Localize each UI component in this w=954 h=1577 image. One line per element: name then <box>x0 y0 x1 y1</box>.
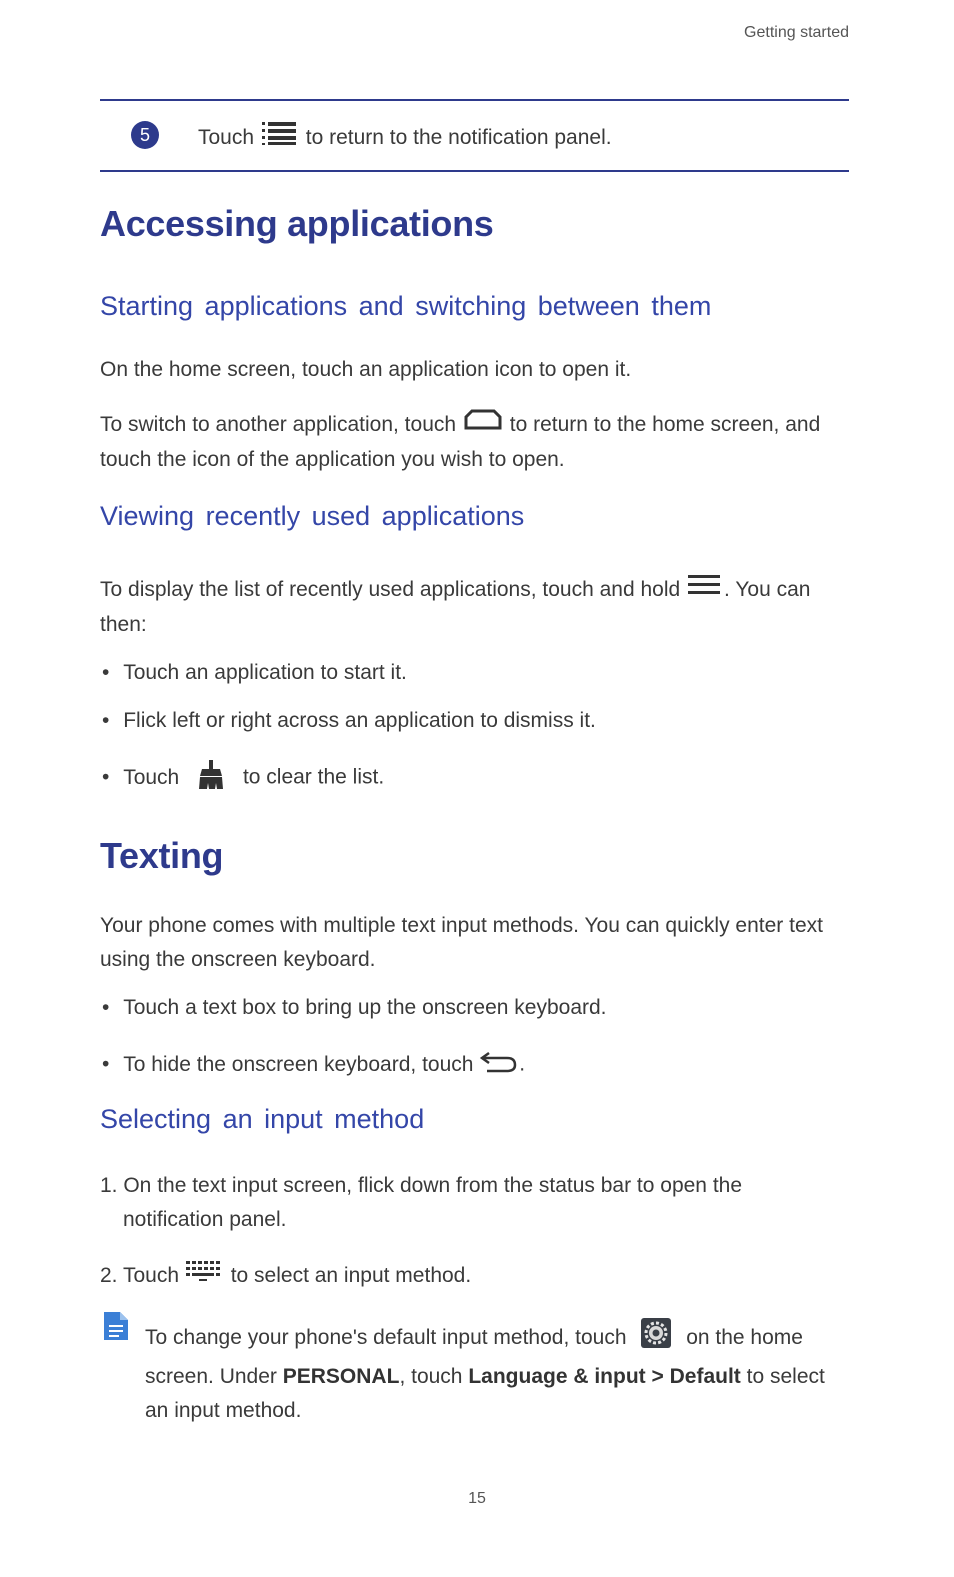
step5-text-before: Touch <box>198 126 255 150</box>
step5-text-after: to return to the notification panel. <box>305 126 612 150</box>
step2-text-before: 2. Touch <box>100 1264 180 1288</box>
step5-text <box>198 119 612 158</box>
header-section-title: Getting started <box>744 24 849 41</box>
back-icon <box>479 1049 519 1081</box>
bullet-dot: • <box>102 661 110 684</box>
list-item <box>102 1049 525 1081</box>
subheading-selecting-input: Selecting an input method <box>100 1104 425 1134</box>
step1-text <box>100 1169 742 1237</box>
note-text <box>145 1317 825 1428</box>
bullet-text-before: Touch <box>123 765 180 789</box>
step2-text <box>100 1259 471 1294</box>
paragraph-texting-intro <box>100 909 823 977</box>
notification-list-icon <box>260 119 300 158</box>
note-line3: an input method. <box>145 1399 302 1422</box>
broom-clear-icon <box>195 759 227 797</box>
note-arrow: > <box>651 1365 664 1388</box>
list-item <box>102 709 596 733</box>
page-number: 15 <box>468 1490 486 1507</box>
list-item <box>102 759 384 797</box>
texting-intro-line1: Your phone comes with multiple text input methods. You can quickly enter text <box>100 914 823 937</box>
subheading-starting-applications: Starting applications and switching between them <box>100 291 712 321</box>
bullet-dot: • <box>102 709 110 732</box>
bottom-rule <box>100 170 849 172</box>
note-language-input-label: Language & input <box>468 1365 646 1388</box>
paragraph-switch-app <box>100 408 820 477</box>
note-line2-c: , touch <box>399 1365 463 1388</box>
switch-text-after: to return to the home screen, and <box>509 413 821 437</box>
recent-text-before: To display the list of recently used applications, touch and hold <box>100 578 681 602</box>
note-icon <box>102 1310 130 1347</box>
recent-text-line2: then: <box>100 613 147 636</box>
bullet-text-after: . <box>519 1052 526 1076</box>
step1-line2: notification panel. <box>123 1208 287 1231</box>
switch-text-line2: touch the icon of the application you wish to open. <box>100 448 565 471</box>
step1-line1: 1. On the text input screen, flick down from the status bar to open the <box>100 1174 743 1197</box>
heading-accessing-applications: Accessing applications <box>100 203 494 244</box>
top-rule <box>100 99 849 101</box>
home-icon <box>462 408 504 443</box>
note-line2-g: to select <box>746 1365 825 1388</box>
paragraph-open-app: On the home screen, touch an application icon to open it. <box>100 358 632 381</box>
keyboard-icon <box>185 1259 225 1294</box>
texting-intro-line2: using the onscreen keyboard. <box>100 948 376 971</box>
list-item <box>102 996 607 1020</box>
note-personal-label: PERSONAL <box>282 1365 400 1388</box>
switch-text-before: To switch to another application, touch <box>100 413 457 437</box>
recent-text-after: . You can <box>724 578 811 602</box>
settings-gear-icon <box>640 1317 672 1360</box>
note-default-label: Default <box>669 1365 741 1388</box>
heading-texting: Texting <box>100 835 224 876</box>
step2-text-after: to select an input method. <box>230 1264 472 1288</box>
bullet-text-after: to clear the list. <box>242 765 385 789</box>
note-line1-after: on the home <box>686 1326 803 1350</box>
paragraph-recent-apps <box>100 573 810 642</box>
list-item <box>102 661 407 685</box>
bullet-text: Touch an application to start it. <box>123 661 407 684</box>
bullet-dot: • <box>102 996 110 1019</box>
bullet-text: Flick left or right across an application to dismiss it. <box>123 709 596 732</box>
bullet-text: Touch a text box to bring up the onscreen keyboard. <box>123 996 607 1019</box>
step-number-badge: 5 <box>131 121 159 149</box>
subheading-viewing-recent: Viewing recently used applications <box>100 501 525 531</box>
bullet-dot: • <box>102 1052 110 1076</box>
note-line1-before: To change your phone's default input method, touch <box>145 1326 627 1350</box>
note-line2-a: screen. Under <box>145 1365 277 1388</box>
menu-icon <box>686 573 724 608</box>
bullet-dot: • <box>102 765 110 789</box>
bullet-text-before: To hide the onscreen keyboard, touch <box>123 1052 474 1076</box>
